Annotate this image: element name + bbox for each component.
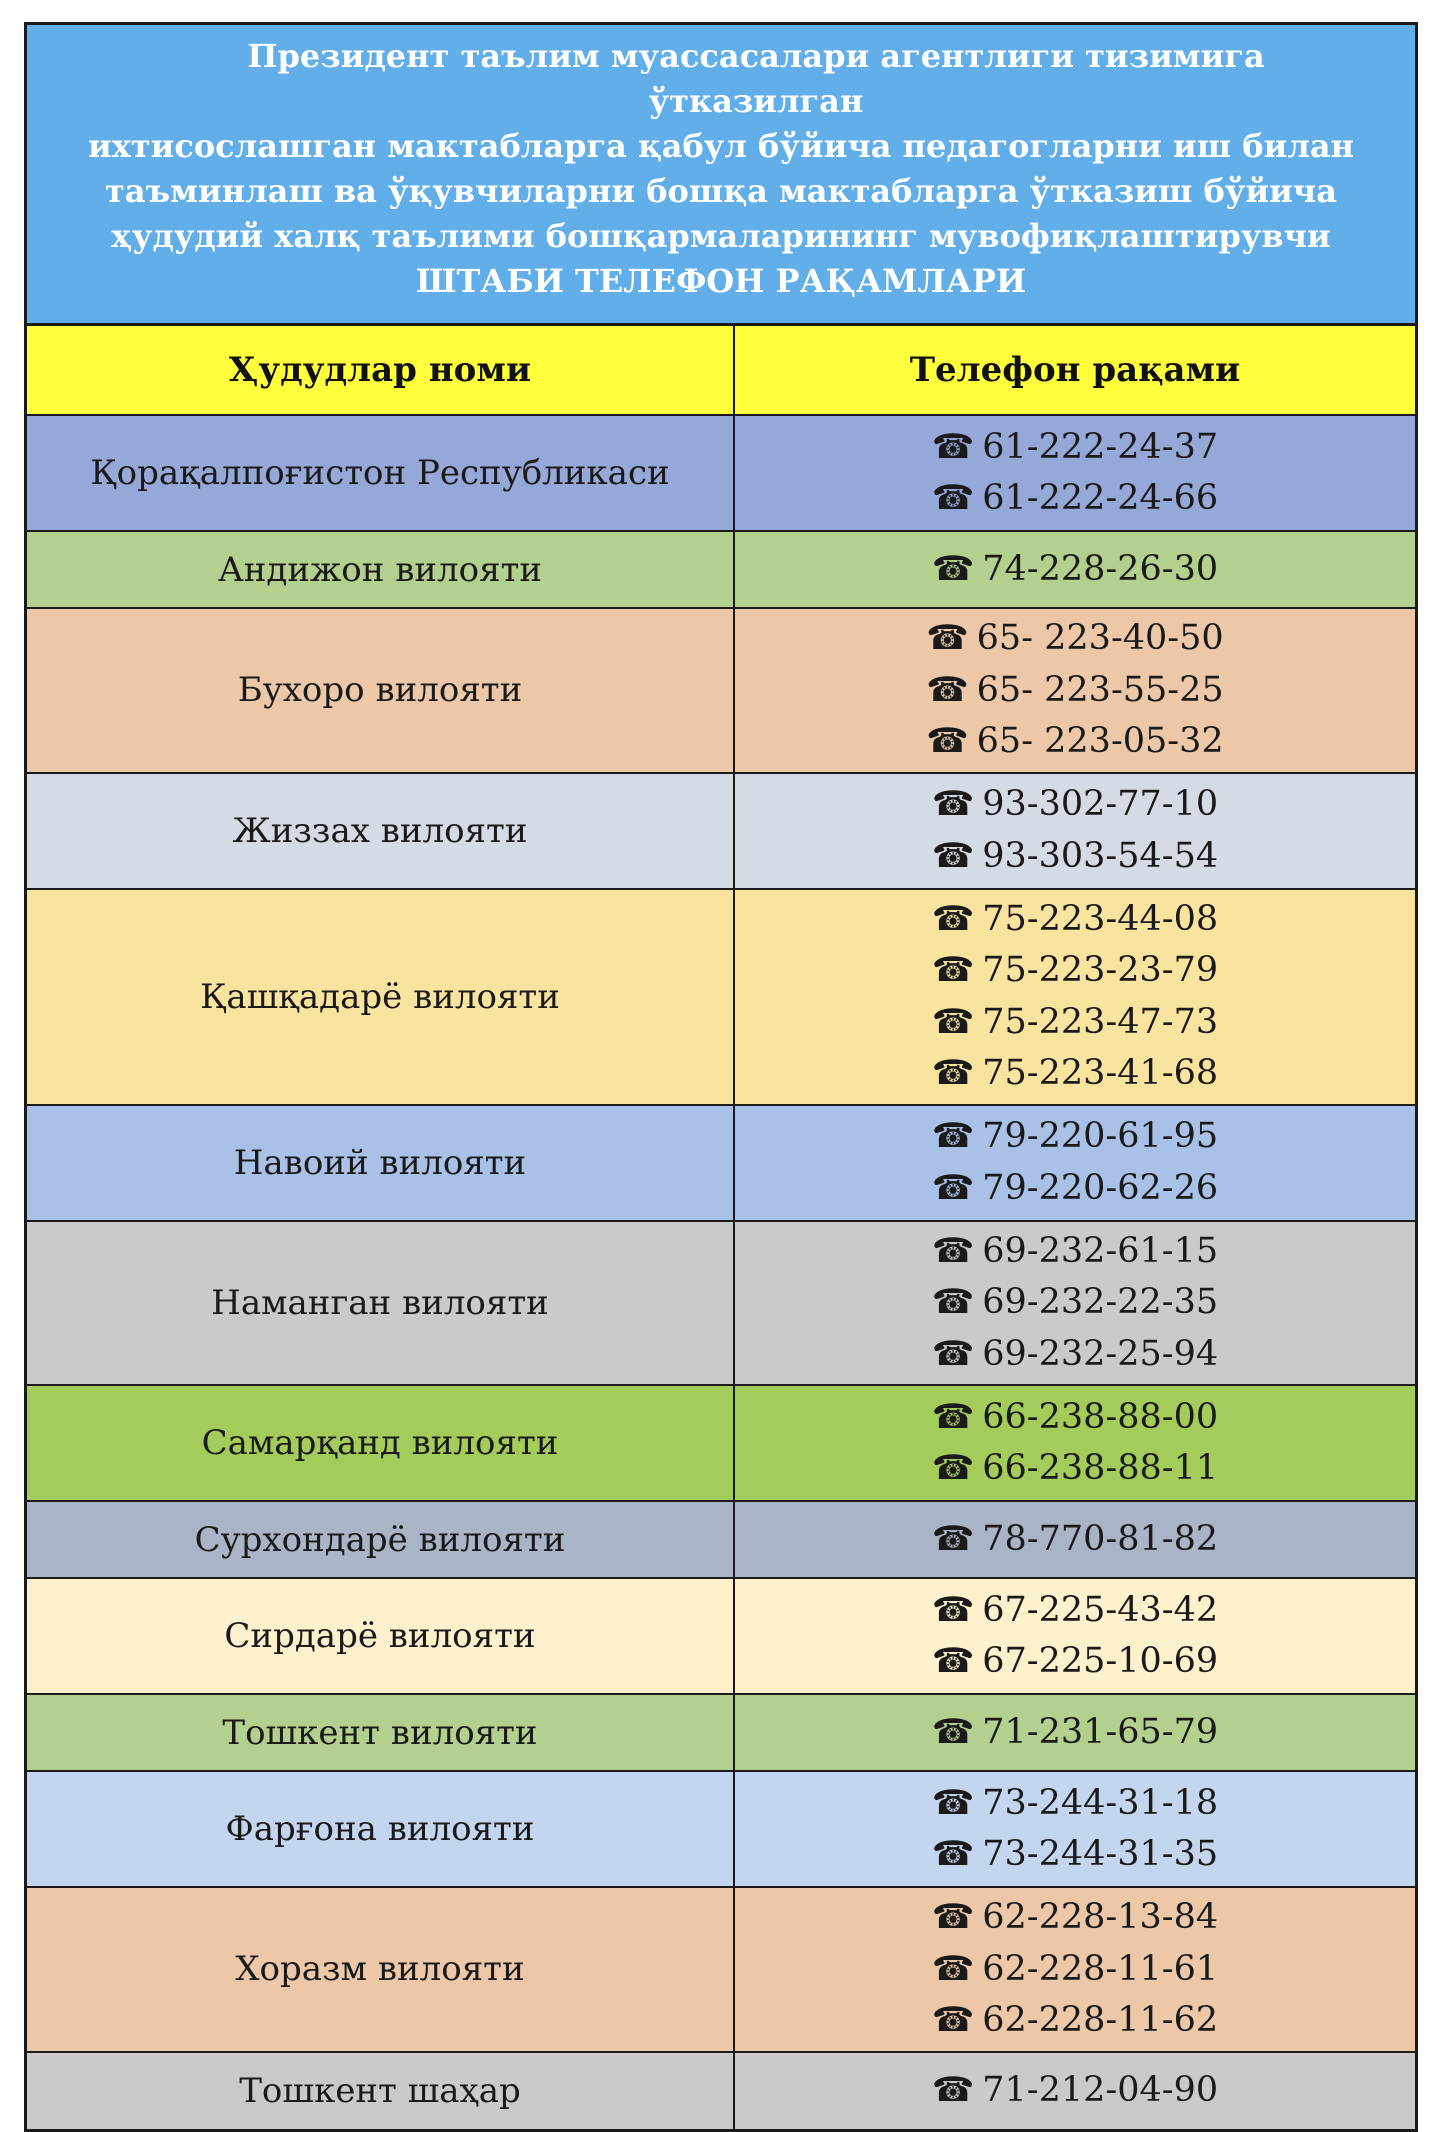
phone-icon: ☎ bbox=[931, 898, 975, 939]
phone-list bbox=[734, 1887, 1415, 2052]
phone-icon: ☎ bbox=[931, 1053, 975, 1093]
phone-number[interactable] bbox=[735, 1514, 1415, 1566]
phone-icon: ☎ bbox=[931, 2000, 975, 2040]
table-row bbox=[27, 608, 1415, 773]
phone-icon: ☎ bbox=[931, 478, 975, 518]
phone-list bbox=[734, 1694, 1415, 1771]
phone-list bbox=[734, 1385, 1415, 1501]
phone-icon: ☎ bbox=[931, 1167, 975, 1208]
phone-number-text: 75-223-23-79 bbox=[982, 950, 1219, 990]
title-line: ШТАБИ ТЕЛЕФОН РАҚАМЛАРИ bbox=[415, 262, 1027, 300]
phone-icon: ☎ bbox=[926, 721, 969, 761]
phone-number[interactable] bbox=[735, 1443, 1415, 1495]
table-row bbox=[27, 1501, 1415, 1578]
phone-number-text: 79-220-62-26 bbox=[982, 1167, 1219, 1208]
phone-number-text: 65- 223-40-50 bbox=[976, 618, 1224, 658]
table-header-row bbox=[27, 326, 1415, 415]
phone-number[interactable] bbox=[735, 831, 1415, 883]
region-name: Сирдарё вилояти bbox=[27, 1578, 734, 1694]
phone-number[interactable] bbox=[735, 1707, 1415, 1759]
phone-table bbox=[27, 326, 1415, 2129]
phone-number[interactable] bbox=[735, 1995, 1415, 2047]
phone-number-text: 62-228-11-61 bbox=[982, 1948, 1219, 1989]
phone-number-text: 93-303-54-54 bbox=[982, 835, 1219, 876]
phone-number-text: 69-232-22-35 bbox=[982, 1282, 1219, 1322]
header-region-name: Ҳудудлар номи bbox=[27, 326, 734, 415]
phone-number-text: 67-225-10-69 bbox=[982, 1641, 1219, 1681]
region-name: Самарқанд вилояти bbox=[27, 1385, 734, 1501]
phone-number-text: 65- 223-05-32 bbox=[976, 721, 1224, 761]
phone-list bbox=[734, 1578, 1415, 1694]
phone-number[interactable] bbox=[735, 1829, 1415, 1881]
phone-icon: ☎ bbox=[931, 1711, 975, 1752]
title-line: ҳудудий халқ таълими бошқармаларининг мувофиқлаштирувчи bbox=[111, 217, 1331, 255]
phone-number[interactable] bbox=[735, 1944, 1415, 1996]
phone-number-text: 69-232-61-15 bbox=[982, 1230, 1219, 1271]
phone-number-text: 67-225-43-42 bbox=[982, 1589, 1219, 1630]
phone-number-text: 93-302-77-10 bbox=[982, 784, 1219, 824]
phone-number[interactable] bbox=[735, 2065, 1415, 2117]
table-row bbox=[27, 2052, 1415, 2129]
contact-sheet bbox=[24, 22, 1418, 2132]
phone-list bbox=[734, 773, 1415, 889]
phone-icon: ☎ bbox=[931, 1282, 975, 1322]
phone-number-text: 74-228-26-30 bbox=[982, 548, 1219, 589]
table-row bbox=[27, 531, 1415, 608]
phone-list bbox=[734, 1501, 1415, 1578]
phone-number[interactable] bbox=[735, 1226, 1415, 1278]
region-name: Навоий вилояти bbox=[27, 1105, 734, 1221]
phone-number-text: 62-228-11-62 bbox=[982, 2000, 1219, 2040]
phone-number[interactable] bbox=[735, 473, 1415, 525]
header-phone-number: Телефон рақами bbox=[734, 326, 1415, 415]
phone-icon: ☎ bbox=[931, 1948, 975, 1989]
phone-number-text: 79-220-61-95 bbox=[982, 1116, 1219, 1156]
region-name: Фарғона вилояти bbox=[27, 1771, 734, 1887]
phone-number[interactable] bbox=[735, 1392, 1415, 1444]
phone-icon: ☎ bbox=[931, 426, 975, 467]
phone-list bbox=[734, 415, 1415, 531]
phone-number-text: 73-244-31-35 bbox=[982, 1834, 1219, 1874]
table-row bbox=[27, 1887, 1415, 2052]
phone-list bbox=[734, 1105, 1415, 1221]
phone-number[interactable] bbox=[735, 716, 1415, 768]
phone-list bbox=[734, 889, 1415, 1105]
phone-number-text: 78-770-81-82 bbox=[982, 1518, 1219, 1559]
phone-icon: ☎ bbox=[931, 835, 975, 876]
phone-icon: ☎ bbox=[931, 1001, 975, 1042]
phone-number[interactable] bbox=[735, 1329, 1415, 1381]
phone-number-text: 73-244-31-18 bbox=[982, 1782, 1219, 1823]
phone-number[interactable] bbox=[735, 1585, 1415, 1637]
phone-icon: ☎ bbox=[931, 1589, 975, 1630]
phone-number[interactable] bbox=[735, 1277, 1415, 1329]
phone-number-text: 66-238-88-00 bbox=[982, 1396, 1219, 1437]
title-line: таъминлаш ва ўқувчиларни бошқа мактабларга ўтказиш бўйича bbox=[105, 172, 1337, 210]
phone-list bbox=[734, 1771, 1415, 1887]
phone-icon: ☎ bbox=[931, 1448, 975, 1488]
phone-number[interactable] bbox=[735, 1778, 1415, 1830]
phone-number[interactable] bbox=[735, 1048, 1415, 1100]
phone-icon: ☎ bbox=[931, 1518, 975, 1559]
phone-number[interactable] bbox=[735, 422, 1415, 474]
phone-number[interactable] bbox=[735, 1892, 1415, 1944]
phone-number[interactable] bbox=[735, 997, 1415, 1049]
table-row bbox=[27, 1694, 1415, 1771]
phone-list bbox=[734, 531, 1415, 608]
phone-number-text: 75-223-41-68 bbox=[982, 1053, 1219, 1093]
phone-number-text: 61-222-24-37 bbox=[982, 426, 1219, 467]
region-name: Жиззах вилояти bbox=[27, 773, 734, 889]
phone-icon: ☎ bbox=[931, 1116, 975, 1156]
table-row bbox=[27, 1105, 1415, 1221]
phone-number-text: 62-228-13-84 bbox=[982, 1897, 1219, 1937]
phone-icon: ☎ bbox=[931, 1396, 975, 1437]
phone-icon: ☎ bbox=[931, 1333, 975, 1374]
phone-icon: ☎ bbox=[926, 669, 969, 710]
phone-number[interactable] bbox=[735, 894, 1415, 946]
table-row bbox=[27, 1578, 1415, 1694]
phone-list bbox=[734, 608, 1415, 773]
phone-number-text: 65- 223-55-25 bbox=[976, 669, 1224, 710]
phone-list bbox=[734, 1221, 1415, 1386]
table-row bbox=[27, 773, 1415, 889]
document-title bbox=[27, 25, 1415, 326]
phone-icon: ☎ bbox=[931, 1834, 975, 1874]
region-name: Бухоро вилояти bbox=[27, 608, 734, 773]
phone-number-text: 75-223-47-73 bbox=[982, 1001, 1219, 1042]
phone-icon: ☎ bbox=[931, 1782, 975, 1823]
phone-icon: ☎ bbox=[931, 784, 975, 824]
phone-number[interactable] bbox=[735, 613, 1415, 665]
table-row bbox=[27, 1771, 1415, 1887]
phone-number[interactable] bbox=[735, 1163, 1415, 1215]
title-line: ихтисослашган мактабларга қабул бўйича педагогларни иш билан bbox=[87, 127, 1355, 165]
phone-number[interactable] bbox=[735, 544, 1415, 596]
region-name: Қорақалпоғистон Республикаси bbox=[27, 415, 734, 531]
phone-number-text: 71-212-04-90 bbox=[982, 2069, 1219, 2110]
region-name: Наманган вилояти bbox=[27, 1221, 734, 1386]
phone-number[interactable] bbox=[735, 945, 1415, 997]
phone-number-text: 71-231-65-79 bbox=[982, 1711, 1219, 1752]
phone-list bbox=[734, 2052, 1415, 2129]
phone-number[interactable] bbox=[735, 1636, 1415, 1688]
table-row bbox=[27, 889, 1415, 1105]
region-name: Тошкент шаҳар bbox=[27, 2052, 734, 2129]
phone-icon: ☎ bbox=[931, 1230, 975, 1271]
region-name: Тошкент вилояти bbox=[27, 1694, 734, 1771]
phone-number-text: 69-232-25-94 bbox=[982, 1333, 1219, 1374]
phone-icon: ☎ bbox=[926, 618, 969, 658]
table-row bbox=[27, 1385, 1415, 1501]
table-row bbox=[27, 1221, 1415, 1386]
phone-icon: ☎ bbox=[931, 1641, 975, 1681]
title-line: Президент таълим муассасалари агентлиги тизимига ўтказилган bbox=[247, 37, 1265, 120]
table-row bbox=[27, 415, 1415, 531]
phone-icon: ☎ bbox=[931, 548, 975, 589]
region-name: Сурхондарё вилояти bbox=[27, 1501, 734, 1578]
phone-number-text: 61-222-24-66 bbox=[982, 478, 1219, 518]
phone-number[interactable] bbox=[735, 665, 1415, 717]
region-name: Андижон вилояти bbox=[27, 531, 734, 608]
phone-number[interactable] bbox=[735, 1111, 1415, 1163]
region-name: Қашқадарё вилояти bbox=[27, 889, 734, 1105]
phone-number-text: 66-238-88-11 bbox=[982, 1448, 1219, 1488]
phone-icon: ☎ bbox=[931, 1897, 975, 1937]
phone-number-text: 75-223-44-08 bbox=[982, 898, 1219, 939]
region-name: Хоразм вилояти bbox=[27, 1887, 734, 2052]
phone-number[interactable] bbox=[735, 779, 1415, 831]
phone-icon: ☎ bbox=[931, 950, 975, 990]
phone-icon: ☎ bbox=[931, 2069, 975, 2110]
